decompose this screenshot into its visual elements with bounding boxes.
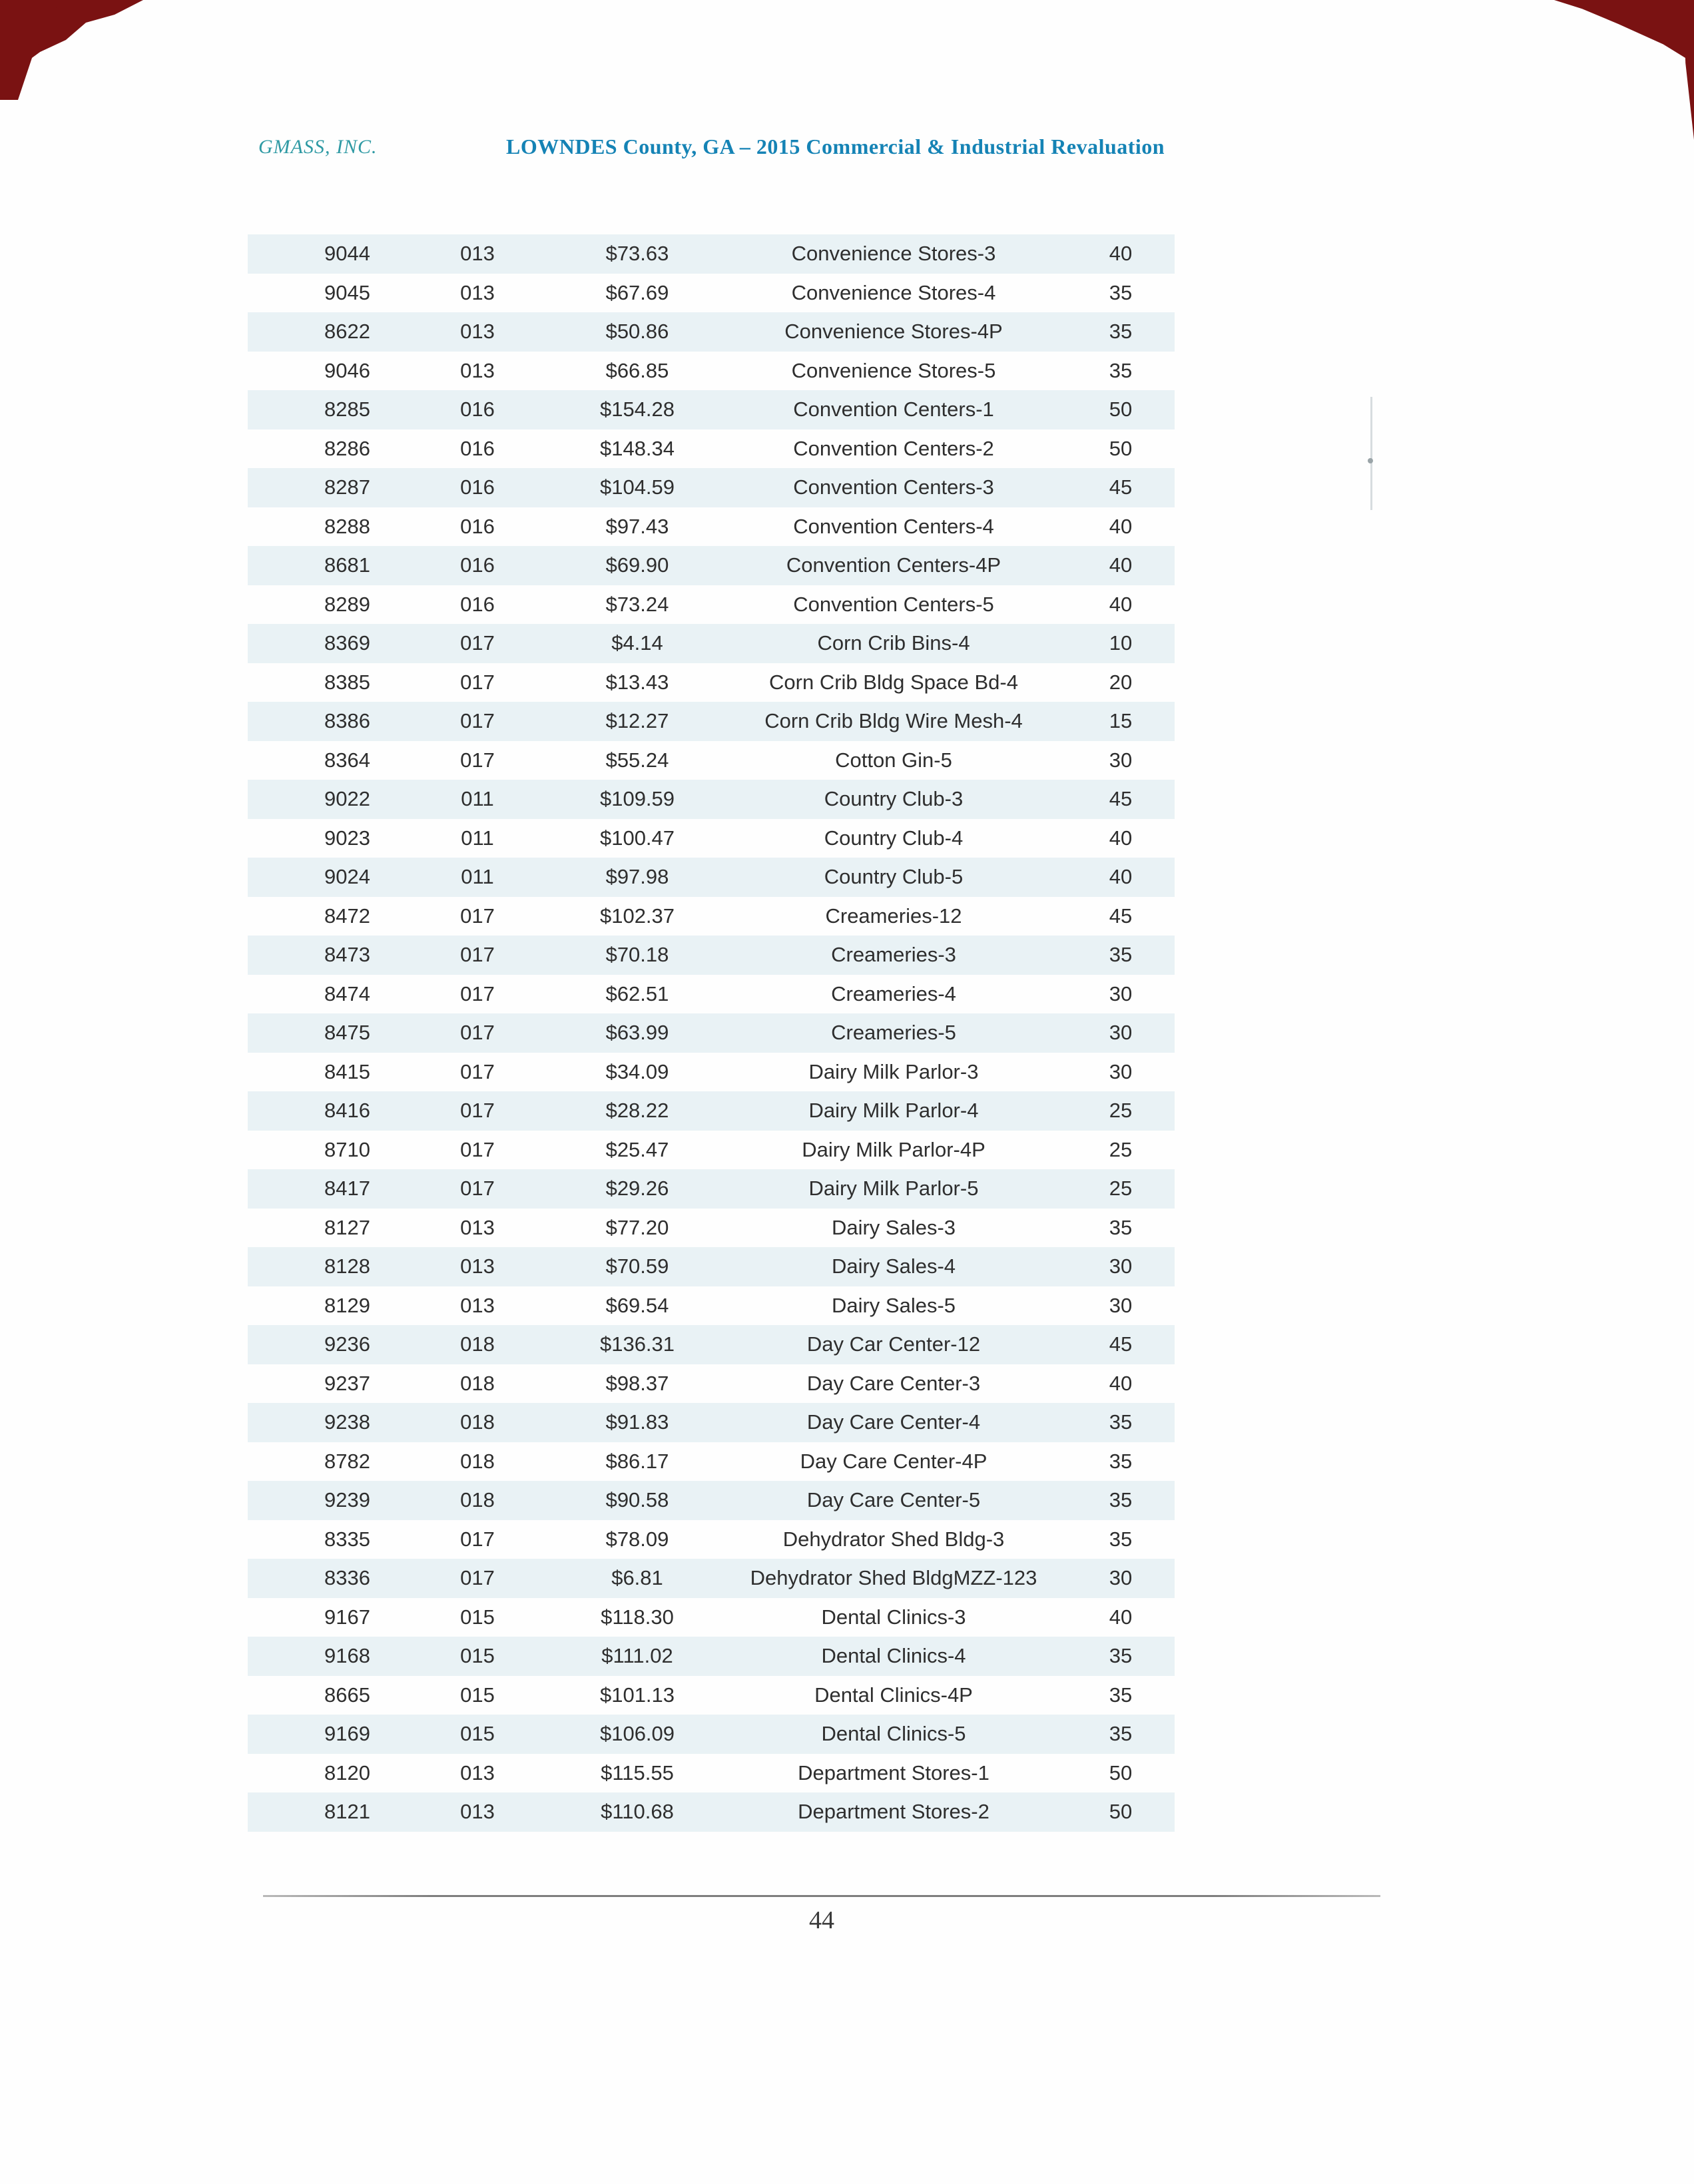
cell-code: 9024 (324, 865, 370, 889)
cell-pct: 40 (1109, 514, 1133, 538)
cell-pct: 35 (1109, 1722, 1133, 1746)
cell-district: 017 (460, 943, 495, 967)
cell-code: 9046 (324, 358, 370, 382)
cell-rate: $148.34 (599, 436, 675, 460)
table-row (248, 1754, 1175, 1793)
cell-district: 018 (460, 1488, 495, 1512)
scan-artifact-top-left-inner (0, 0, 60, 100)
cell-pct: 35 (1109, 358, 1133, 382)
table-row (248, 1442, 1175, 1482)
cell-pct: 40 (1109, 1605, 1133, 1629)
document-title: LOWNDES County, GA – 2015 Commercial & Industrial Revaluation (506, 135, 1165, 158)
table-row (248, 975, 1175, 1014)
cell-district: 015 (460, 1722, 495, 1746)
cell-code: 8417 (324, 1177, 370, 1201)
cell-district: 017 (460, 748, 495, 772)
cell-district: 013 (460, 1215, 495, 1239)
table-row (248, 1247, 1175, 1286)
cell-code: 9045 (324, 280, 370, 304)
table-row (248, 1013, 1175, 1053)
cell-pct: 40 (1109, 242, 1133, 266)
cell-desc: Dairy Milk Parlor-5 (808, 1177, 979, 1201)
cell-pct: 25 (1109, 1177, 1133, 1201)
table-row (248, 468, 1175, 507)
cell-pct: 40 (1109, 553, 1133, 577)
cell-desc: Corn Crib Bldg Space Bd-4 (769, 670, 1018, 694)
cell-pct: 50 (1109, 1761, 1133, 1784)
table-row (248, 1481, 1175, 1520)
cell-code: 8369 (324, 631, 370, 655)
cell-desc: Creameries-12 (825, 904, 962, 928)
cell-code: 8782 (324, 1449, 370, 1473)
cell-district: 017 (460, 709, 495, 733)
cell-desc: Convenience Stores-5 (791, 358, 996, 382)
cell-district: 018 (460, 1371, 495, 1395)
cell-rate: $106.09 (599, 1722, 675, 1746)
cell-pct: 45 (1109, 904, 1133, 928)
table-row (248, 819, 1175, 858)
cell-code: 8128 (324, 1254, 370, 1278)
cell-desc: Convention Centers-4P (786, 553, 1001, 577)
cell-district: 015 (460, 1644, 495, 1668)
table-row (248, 663, 1175, 702)
cell-desc: Department Stores-1 (798, 1761, 989, 1784)
cell-district: 016 (460, 398, 495, 421)
cell-district: 013 (460, 358, 495, 382)
cell-desc: Convenience Stores-4P (784, 320, 1003, 344)
scan-artifact-right-edge (1683, 0, 1694, 140)
cell-rate: $100.47 (599, 826, 675, 850)
cell-pct: 25 (1109, 1137, 1133, 1161)
cell-rate: $136.31 (599, 1332, 675, 1356)
cell-desc: Convention Centers-1 (793, 398, 994, 421)
table-row (248, 312, 1175, 352)
cell-district: 016 (460, 553, 495, 577)
cell-code: 8475 (324, 1021, 370, 1045)
cell-code: 8121 (324, 1800, 370, 1824)
cell-rate: $102.37 (599, 904, 675, 928)
cell-district: 015 (460, 1605, 495, 1629)
cell-code: 8416 (324, 1099, 370, 1123)
cell-desc: Day Car Center-12 (806, 1332, 981, 1356)
cell-code: 9167 (324, 1605, 370, 1629)
cell-district: 011 (461, 787, 494, 811)
cell-desc: Convention Centers-4 (793, 514, 994, 538)
cell-district: 018 (460, 1410, 495, 1434)
cell-district: 017 (460, 1099, 495, 1123)
table-row (248, 1364, 1175, 1404)
cell-pct: 35 (1109, 1683, 1133, 1707)
table-row (248, 780, 1175, 819)
table-row (248, 936, 1175, 975)
cell-rate: $97.43 (605, 514, 669, 538)
cell-rate: $28.22 (605, 1099, 669, 1123)
cell-pct: 10 (1109, 631, 1133, 655)
cell-pct: 45 (1109, 475, 1133, 499)
cell-code: 8415 (324, 1059, 370, 1083)
table-row (248, 352, 1175, 391)
cell-desc: Convention Centers-2 (793, 436, 994, 460)
cell-rate: $66.85 (605, 358, 669, 382)
cell-district: 017 (460, 904, 495, 928)
cell-code: 8472 (324, 904, 370, 928)
cell-pct: 30 (1109, 1254, 1133, 1278)
table-row (248, 1131, 1175, 1170)
cell-rate: $91.83 (605, 1410, 669, 1434)
table-row (248, 429, 1175, 469)
cell-rate: $4.14 (611, 631, 663, 655)
scan-artifact-top-right (1554, 0, 1694, 63)
cell-pct: 40 (1109, 865, 1133, 889)
cell-district: 018 (460, 1332, 495, 1356)
cell-pct: 35 (1109, 1215, 1133, 1239)
cell-pct: 40 (1109, 592, 1133, 616)
table-row (248, 1169, 1175, 1209)
cell-pct: 35 (1109, 320, 1133, 344)
cell-rate: $154.28 (599, 398, 675, 421)
cell-district: 017 (460, 1566, 495, 1590)
cell-district: 017 (460, 1137, 495, 1161)
cell-desc: Day Care Center-4P (800, 1449, 988, 1473)
cell-code: 8710 (324, 1137, 370, 1161)
cell-pct: 40 (1109, 1371, 1133, 1395)
cell-pct: 35 (1109, 1527, 1133, 1551)
cell-rate: $12.27 (605, 709, 669, 733)
cell-rate: $98.37 (605, 1371, 669, 1395)
cell-code: 9238 (324, 1410, 370, 1434)
cell-rate: $62.51 (605, 981, 669, 1005)
table-row (248, 1209, 1175, 1248)
cell-rate: $70.59 (605, 1254, 669, 1278)
company-name: GMASS, INC. (258, 136, 378, 158)
cell-rate: $101.13 (599, 1683, 675, 1707)
cell-desc: Dairy Sales-4 (831, 1254, 956, 1278)
cell-rate: $90.58 (605, 1488, 669, 1512)
cell-pct: 35 (1109, 1449, 1133, 1473)
table-row (248, 1559, 1175, 1598)
cell-desc: Country Club-4 (824, 826, 964, 850)
cell-pct: 30 (1109, 1566, 1133, 1590)
cell-district: 017 (460, 1021, 495, 1045)
scan-crease (1370, 397, 1372, 510)
cell-rate: $118.30 (601, 1605, 674, 1629)
cell-rate: $70.18 (605, 943, 669, 967)
cell-rate: $73.63 (605, 242, 669, 266)
cell-desc: Dairy Milk Parlor-4P (802, 1137, 986, 1161)
cell-district: 013 (460, 320, 495, 344)
cell-code: 9168 (324, 1644, 370, 1668)
cell-rate: $86.17 (605, 1449, 669, 1473)
cell-desc: Creameries-3 (831, 943, 956, 967)
cell-rate: $109.59 (599, 787, 675, 811)
cell-desc: Dairy Sales-5 (831, 1293, 956, 1317)
cell-rate: $73.24 (605, 592, 669, 616)
table-row (248, 234, 1175, 274)
cell-code: 9237 (324, 1371, 370, 1395)
table-row (248, 1792, 1175, 1832)
cell-district: 016 (460, 514, 495, 538)
table-row (248, 1715, 1175, 1754)
cell-code: 8474 (324, 981, 370, 1005)
cell-district: 018 (460, 1449, 495, 1473)
cell-district: 017 (460, 1177, 495, 1201)
page-number: 44 (809, 1906, 834, 1934)
cell-code: 8665 (324, 1683, 370, 1707)
cell-pct: 25 (1109, 1099, 1133, 1123)
cell-rate: $111.02 (601, 1644, 673, 1668)
table-row (248, 1053, 1175, 1092)
cell-desc: Department Stores-2 (798, 1800, 989, 1824)
cell-rate: $97.98 (605, 865, 669, 889)
cell-rate: $67.69 (605, 280, 669, 304)
cell-code: 8286 (324, 436, 370, 460)
cell-district: 011 (461, 865, 494, 889)
cell-pct: 45 (1109, 1332, 1133, 1356)
cell-rate: $77.20 (605, 1215, 669, 1239)
cell-pct: 15 (1109, 709, 1133, 733)
cell-desc: Creameries-5 (831, 1021, 956, 1045)
cell-district: 013 (460, 242, 495, 266)
table-row (248, 390, 1175, 429)
table-row (248, 1286, 1175, 1326)
cell-rate: $78.09 (605, 1527, 669, 1551)
cell-code: 8288 (324, 514, 370, 538)
table-row (248, 1403, 1175, 1442)
cell-desc: Dehydrator Shed Bldg-3 (782, 1527, 1005, 1551)
cell-code: 8473 (324, 943, 370, 967)
cell-desc: Convention Centers-3 (793, 475, 994, 499)
cell-rate: $69.90 (605, 553, 669, 577)
cell-district: 017 (460, 1059, 495, 1083)
cell-desc: Dental Clinics-5 (821, 1722, 966, 1746)
table-row (248, 624, 1175, 663)
cell-pct: 35 (1109, 280, 1133, 304)
cell-rate: $69.54 (605, 1293, 669, 1317)
cell-code: 8364 (324, 748, 370, 772)
table-row (248, 1091, 1175, 1131)
cell-code: 9044 (324, 242, 370, 266)
cell-desc: Convenience Stores-4 (791, 280, 996, 304)
cell-pct: 30 (1109, 1021, 1133, 1045)
cell-district: 013 (460, 1254, 495, 1278)
table-row (248, 585, 1175, 625)
cell-district: 015 (460, 1683, 495, 1707)
scan-speck (1368, 458, 1373, 463)
cell-pct: 30 (1109, 1059, 1133, 1083)
cell-code: 8287 (324, 475, 370, 499)
cell-desc: Dental Clinics-4P (814, 1683, 973, 1707)
cell-pct: 35 (1109, 943, 1133, 967)
footer-rule (263, 1895, 1380, 1897)
cell-desc: Dairy Sales-3 (831, 1215, 956, 1239)
cell-desc: Convention Centers-5 (793, 592, 994, 616)
cell-district: 017 (460, 1527, 495, 1551)
cell-code: 8289 (324, 592, 370, 616)
table-row (248, 1637, 1175, 1676)
cell-desc: Cotton Gin-5 (835, 748, 952, 772)
cell-rate: $115.55 (601, 1761, 674, 1784)
cell-desc: Country Club-3 (824, 787, 964, 811)
cell-district: 011 (461, 826, 494, 850)
table-row (248, 858, 1175, 897)
table-row (248, 546, 1175, 585)
cell-code: 8385 (324, 670, 370, 694)
cell-district: 017 (460, 631, 495, 655)
cell-desc: Dairy Milk Parlor-4 (808, 1099, 979, 1123)
cell-rate: $55.24 (605, 748, 669, 772)
cell-rate: $104.59 (599, 475, 675, 499)
cell-district: 017 (460, 981, 495, 1005)
cell-desc: Day Care Center-4 (806, 1410, 981, 1434)
cell-pct: 40 (1109, 826, 1133, 850)
cell-pct: 45 (1109, 787, 1133, 811)
cell-code: 9236 (324, 1332, 370, 1356)
cell-pct: 35 (1109, 1644, 1133, 1668)
cell-pct: 20 (1109, 670, 1133, 694)
table-row (248, 274, 1175, 313)
cell-pct: 30 (1109, 1293, 1133, 1317)
cell-rate: $25.47 (605, 1137, 669, 1161)
cell-desc: Corn Crib Bins-4 (817, 631, 970, 655)
cell-code: 8127 (324, 1215, 370, 1239)
cell-code: 8336 (324, 1566, 370, 1590)
cell-rate: $63.99 (605, 1021, 669, 1045)
cell-code: 8129 (324, 1293, 370, 1317)
cell-district: 017 (460, 670, 495, 694)
cell-desc: Convenience Stores-3 (791, 242, 996, 266)
table-row (248, 1325, 1175, 1364)
cell-pct: 30 (1109, 748, 1133, 772)
cell-rate: $34.09 (605, 1059, 669, 1083)
cell-code: 8285 (324, 398, 370, 421)
cell-district: 016 (460, 475, 495, 499)
cell-code: 8120 (324, 1761, 370, 1784)
cell-pct: 35 (1109, 1410, 1133, 1434)
cell-desc: Creameries-4 (831, 981, 956, 1005)
cell-district: 016 (460, 592, 495, 616)
table-row (248, 1676, 1175, 1715)
cell-desc: Day Care Center-3 (806, 1371, 981, 1395)
cell-code: 8622 (324, 320, 370, 344)
cell-desc: Dental Clinics-4 (821, 1644, 966, 1668)
cell-district: 013 (460, 1293, 495, 1317)
cell-code: 9169 (324, 1722, 370, 1746)
cell-rate: $50.86 (605, 320, 669, 344)
cell-code: 9023 (324, 826, 370, 850)
cell-rate: $110.68 (601, 1800, 674, 1824)
cell-pct: 50 (1109, 398, 1133, 421)
cell-pct: 50 (1109, 436, 1133, 460)
cell-code: 9239 (324, 1488, 370, 1512)
valuation-rate-table (248, 234, 1175, 1832)
table-row (248, 741, 1175, 780)
cell-pct: 35 (1109, 1488, 1133, 1512)
cell-code: 9022 (324, 787, 370, 811)
cell-desc: Corn Crib Bldg Wire Mesh-4 (764, 709, 1023, 733)
table-row (248, 702, 1175, 741)
cell-district: 013 (460, 280, 495, 304)
table-row (248, 1520, 1175, 1559)
cell-pct: 50 (1109, 1800, 1133, 1824)
cell-code: 8335 (324, 1527, 370, 1551)
cell-desc: Day Care Center-5 (806, 1488, 981, 1512)
cell-desc: Dental Clinics-3 (821, 1605, 966, 1629)
cell-district: 016 (460, 436, 495, 460)
page-header (258, 132, 1524, 172)
table-row (248, 1598, 1175, 1637)
cell-district: 013 (460, 1800, 495, 1824)
cell-desc: Country Club-5 (824, 865, 964, 889)
cell-district: 013 (460, 1761, 495, 1784)
cell-desc: Dairy Milk Parlor-3 (808, 1059, 979, 1083)
cell-rate: $13.43 (605, 670, 669, 694)
cell-rate: $29.26 (605, 1177, 669, 1201)
cell-code: 8386 (324, 709, 370, 733)
cell-rate: $6.81 (611, 1566, 663, 1590)
cell-pct: 30 (1109, 981, 1133, 1005)
table-row (248, 897, 1175, 936)
cell-code: 8681 (324, 553, 370, 577)
cell-desc: Dehydrator Shed BldgMZZ-123 (750, 1566, 1037, 1590)
table-row (248, 507, 1175, 547)
